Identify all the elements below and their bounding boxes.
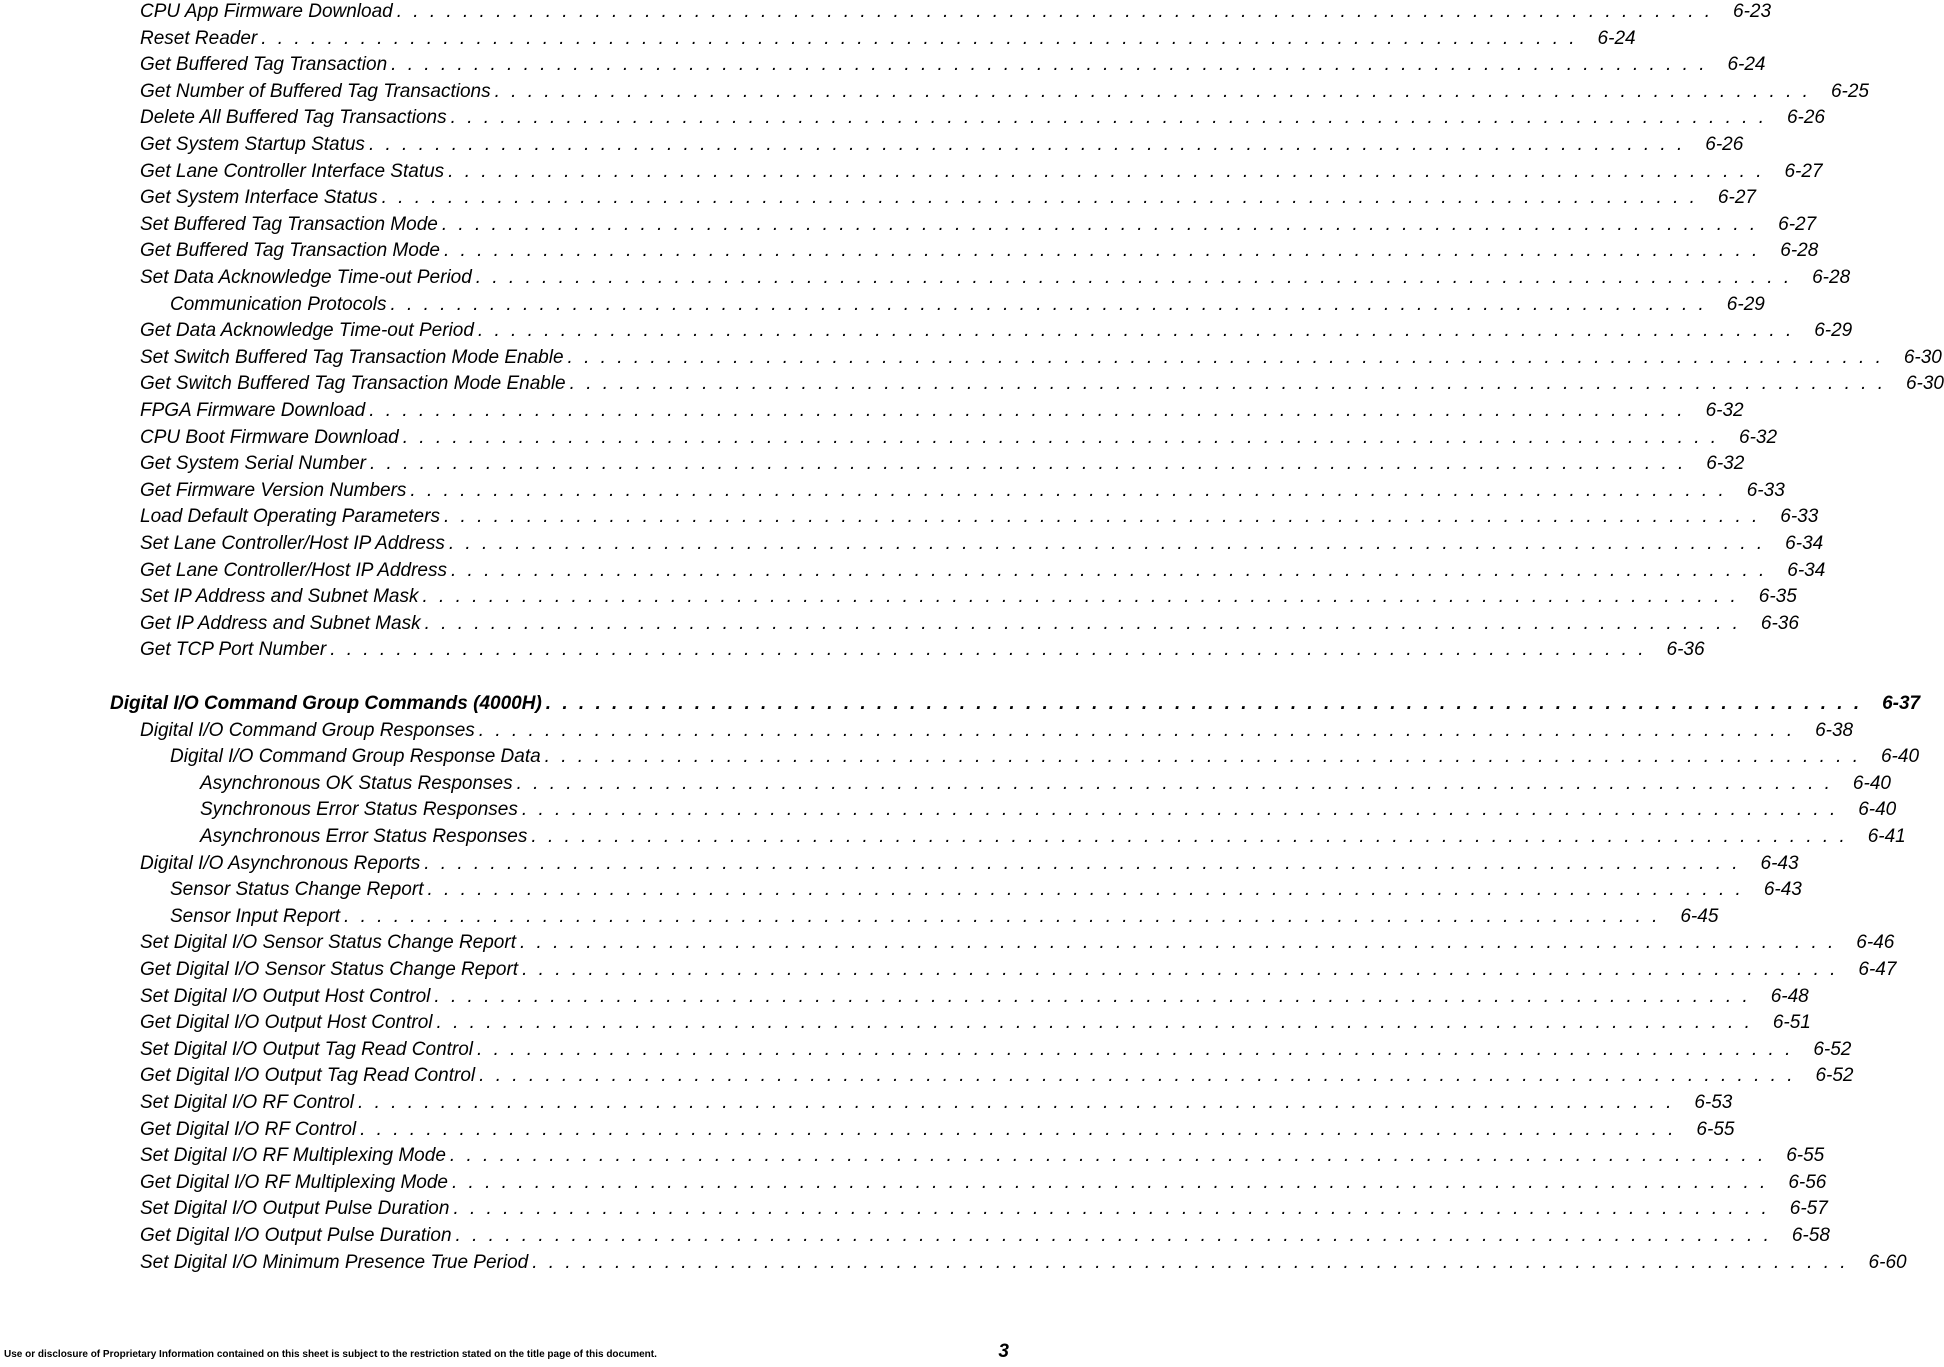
toc-entry-page: 6-24 xyxy=(1597,27,1636,49)
dot-leader: . . . . . . . . . . . . . . . . . . . . . . . . . . . . . . . . . . . . . . . . . . . . . . . . . . . . . . . . . . . . . . . . . . . . . . . . . . . . . . . . xyxy=(443,506,1761,528)
toc-entry-page: 6-32 xyxy=(1739,426,1778,448)
toc-entry[interactable] xyxy=(140,0,1772,24)
toc-entry-title: Set Buffered Tag Transaction Mode xyxy=(140,213,438,235)
toc-entry-title: Sensor Status Change Report xyxy=(170,879,424,901)
toc-entry[interactable] xyxy=(140,133,1744,157)
toc-entry[interactable] xyxy=(170,745,1920,769)
toc-entry-title: Reset Reader xyxy=(140,27,258,49)
toc-entry-title: Get Digital I/O Output Tag Read Control xyxy=(140,1065,476,1087)
toc-entry[interactable] xyxy=(140,479,1785,503)
toc-entry[interactable] xyxy=(140,239,1819,263)
toc-entry-title: Digital I/O Command Group Response Data xyxy=(170,746,541,768)
toc-entry-title: Get IP Address and Subnet Mask xyxy=(140,612,421,634)
toc-entry[interactable] xyxy=(140,1091,1733,1115)
toc-entry-page: 6-52 xyxy=(1815,1065,1854,1087)
toc-entry-page: 6-28 xyxy=(1812,267,1851,288)
toc-entry[interactable] xyxy=(140,505,1819,529)
toc-entry-page: 6-55 xyxy=(1696,1118,1735,1140)
toc-entry-page: 6-46 xyxy=(1856,932,1895,954)
toc-entry[interactable] xyxy=(140,319,1853,343)
toc-entry[interactable] xyxy=(140,931,1895,955)
toc-entry-title: Get Number of Buffered Tag Transactions xyxy=(140,80,491,102)
dot-leader: . . . . . . . . . . . . . . . . . . . . . . . . . . . . . . . . . . . . . . . . . . . . . . . . . . . . . . . . . . . . . . . . . . . . . . . . . . . . . . . . xyxy=(368,134,1686,155)
dot-leader: . . . . . . . . . . . . . . . . . . . . . . . . . . . . . . . . . . . . . . . . . . . . . . . . . . . . . . . . . . . . . . . . . . . . . . . . . . . . . . . . xyxy=(478,719,1796,741)
toc-entry-title: Get Lane Controller/Host IP Address xyxy=(140,559,447,581)
dot-leader: . . . . . . . . . . . . . . . . . . . . . . . . . . . . . . . . . . . . . . . . . . . . . . . . . . . . . . . . . . . . . . . . . . . . . . . . . . . . . . . . xyxy=(494,80,1811,102)
dot-leader: . . . . . . . . . . . . . . . . . . . . . . . . . . . . . . . . . . . . . . . . . . . . . . . . . . . . . . . . . . . . . . . . . . . . . . . . . . . . . . . . xyxy=(410,479,1727,501)
toc-entry-title: Digital I/O Asynchronous Reports xyxy=(140,852,421,874)
toc-entry[interactable] xyxy=(140,638,1705,662)
toc-entry-title: Get Digital I/O RF Multiplexing Mode xyxy=(140,1171,448,1193)
dot-leader: . . . . . . . . . . . . . . . . . . . . . . . . . . . . . . . . . . . . . . . . . . . . . . . . . . . . . . . . . . . . . . . . . . . . . . . . . . . . . . . . xyxy=(381,187,1698,209)
toc-entry-page: 6-41 xyxy=(1867,826,1906,847)
toc-entry[interactable] xyxy=(140,719,1854,743)
toc-entry-title: Communication Protocols xyxy=(170,293,387,315)
toc-entry[interactable] xyxy=(140,1064,1854,1088)
toc-entry[interactable] xyxy=(140,186,1756,210)
dot-leader: . . . . . . . . . . . . . . . . . . . . . . . . . . . . . . . . . . . . . . . . . . . . . . . . . . . . . . . . . . . . . . . . . . . . . . . . . . . . . . . . xyxy=(453,1198,1770,1220)
toc-entry[interactable] xyxy=(140,1197,1828,1221)
toc-entry[interactable] xyxy=(140,1171,1827,1195)
dot-leader: . . . . . . . . . . . . . . . . . . . . . . . . . . . . . . . . . . . . . . . . . . . . . . . . . . . . . . . . . . . . . . . . . . . . . . . . . . . . . . . . xyxy=(344,905,1661,927)
toc-entry[interactable] xyxy=(110,692,1921,716)
dot-leader: . . . . . . . . . . . . . . . . . . . . . . . . . . . . . . . . . . . . . . . . . . . . . . . . . . . . . . . . . . . . . . . . . . . . . . . . . . . . . . . . xyxy=(475,267,1793,288)
dot-leader: . . . . . . . . . . . . . . . . . . . . . . . . . . . . . . . . . . . . . . . . . . . . . . . . . . . . . . . . . . . . . . . . . . . . . . . . . . . . . . . . xyxy=(261,27,1578,49)
toc-entry-title: Get Digital I/O Output Pulse Duration xyxy=(140,1225,452,1246)
dot-leader: . . . . . . . . . . . . . . . . . . . . . . . . . . . . . . . . . . . . . . . . . . . . . . . . . . . . . . . . . . . . . . . . . . . . . . . . . . . . . . . . xyxy=(448,533,1766,554)
toc-entry-page: 6-36 xyxy=(1760,612,1799,634)
dot-leader: . . . . . . . . . . . . . . . . . . . . . . . . . . . . . . . . . . . . . . . . . . . . . . . . . . . . . . . . . . . . . . . . . . . . . . . . . . . . . . . . xyxy=(369,400,1686,421)
page-number: 3 xyxy=(998,1341,1009,1362)
toc-entry-title: Set Switch Buffered Tag Transaction Mode Enable xyxy=(140,346,564,368)
toc-entry-page: 6-51 xyxy=(1772,1012,1811,1034)
toc-entry-page: 6-33 xyxy=(1780,506,1819,528)
toc-entry-page: 6-36 xyxy=(1666,639,1705,661)
dot-leader: . . . . . . . . . . . . . . . . . . . . . . . . . . . . . . . . . . . . . . . . . . . . . . . . . . . . . . . . . . . . . . . . . . . . . . . . . . . . . . . . xyxy=(531,826,1848,847)
toc-entry-title: Set Digital I/O RF Control xyxy=(140,1092,355,1113)
toc-entry-title: Digital I/O Command Group Commands (4000H) xyxy=(110,693,542,714)
dot-leader: . . . . . . . . . . . . . . . . . . . . . . . . . . . . . . . . . . . . . . . . . . . . . . . . . . . . . . . . . . . . . . . . . . . . . . . . . . . . . . . . xyxy=(422,586,1739,608)
toc-entry-page: 6-48 xyxy=(1770,985,1809,1007)
toc-entry-page: 6-30 xyxy=(1905,373,1944,395)
toc-entry-title: Get Digital I/O Sensor Status Change Report xyxy=(140,959,519,980)
page-footer xyxy=(0,1341,1013,1367)
toc-entry-title: Digital I/O Command Group Responses xyxy=(140,719,475,741)
dot-leader: . . . . . . . . . . . . . . . . . . . . . . . . . . . . . . . . . . . . . . . . . . . . . . . . . . . . . . . . . . . . . . . . . . . . . . . . . . . . . . . . xyxy=(450,107,1767,129)
toc-entry-title: Get Lane Controller Interface Status xyxy=(140,160,445,182)
toc-entry[interactable] xyxy=(140,53,1766,77)
toc-entry-page: 6-27 xyxy=(1784,160,1823,182)
toc-entry-page: 6-37 xyxy=(1882,693,1921,714)
toc-entry-title: Get Buffered Tag Transaction Mode xyxy=(140,240,440,262)
toc-entry-page: 6-32 xyxy=(1705,400,1744,421)
toc-entry-page: 6-60 xyxy=(1868,1251,1907,1273)
toc-entry[interactable] xyxy=(140,346,1942,370)
toc-entry-title: CPU Boot Firmware Download xyxy=(140,426,399,448)
dot-leader: . . . . . . . . . . . . . . . . . . . . . . . . . . . . . . . . . . . . . . . . . . . . . . . . . . . . . . . . . . . . . . . . . . . . . . . . . . . . . . . . xyxy=(519,932,1837,954)
dot-leader: . . . . . . . . . . . . . . . . . . . . . . . . . . . . . . . . . . . . . . . . . . . . . . . . . . . . . . . . . . . . . . . . . . . . . . . . . . . . . . . . xyxy=(390,293,1707,315)
toc-entry[interactable] xyxy=(170,878,1802,902)
dot-leader: . . . . . . . . . . . . . . . . . . . . . . . . . . . . . . . . . . . . . . . . . . . . . . . . . . . . . . . . . . . . . . . . . . . . . . . . . . . . . . . . xyxy=(441,213,1759,235)
toc-entry-page: 6-40 xyxy=(1880,746,1920,768)
toc-entry-page: 6-23 xyxy=(1733,1,1772,22)
toc-entry-title: Asynchronous OK Status Responses xyxy=(200,772,513,794)
toc-entry-title: Get Switch Buffered Tag Transaction Mode Enable xyxy=(140,373,566,395)
dot-leader: . . . . . . . . . . . . . . . . . . . . . . . . . . . . . . . . . . . . . . . . . . . . . . . . . . . . . . . . . . . . . . . . . . . . . . . . . . . . . . . . xyxy=(545,693,1863,714)
toc-entry-page: 6-34 xyxy=(1785,533,1824,554)
toc-entry-page: 6-30 xyxy=(1903,346,1942,368)
toc-entry-title: Get TCP Port Number xyxy=(140,639,327,661)
toc-entry-title: Delete All Buffered Tag Transactions xyxy=(140,107,447,129)
toc-entry-page: 6-24 xyxy=(1727,54,1766,76)
toc-entry-title: Get System Serial Number xyxy=(140,453,366,475)
toc-entry-title: CPU App Firmware Download xyxy=(140,1,393,22)
toc-entry-page: 6-47 xyxy=(1858,959,1897,980)
toc-entry[interactable] xyxy=(140,106,1825,130)
dot-leader: . . . . . . . . . . . . . . . . . . . . . . . . . . . . . . . . . . . . . . . . . . . . . . . . . . . . . . . . . . . . . . . . . . . . . . . . . . . . . . . . xyxy=(516,772,1833,794)
dot-leader: . . . . . . . . . . . . . . . . . . . . . . . . . . . . . . . . . . . . . . . . . . . . . . . . . . . . . . . . . . . . . . . . . . . . . . . . . . . . . . . . xyxy=(436,1012,1753,1034)
toc-entry-page: 6-33 xyxy=(1746,479,1785,501)
dot-leader: . . . . . . . . . . . . . . . . . . . . . . . . . . . . . . . . . . . . . . . . . . . . . . . . . . . . . . . . . . . . . . . . . . . . . . . . . . . . . . . . xyxy=(358,1092,1675,1113)
toc-entry-page: 6-27 xyxy=(1778,213,1817,235)
toc-entry-title: Asynchronous Error Status Responses xyxy=(200,826,528,847)
dot-leader: . . . . . . . . . . . . . . . . . . . . . . . . . . . . . . . . . . . . . . . . . . . . . . . . . . . . . . . . . . . . . . . . . . . . . . . . . . . . . . . . xyxy=(479,1065,1796,1087)
dot-leader: . . . . . . . . . . . . . . . . . . . . . . . . . . . . . . . . . . . . . . . . . . . . . . . . . . . . . . . . . . . . . . . . . . . . . . . . . . . . . . . . xyxy=(448,160,1765,182)
toc-entry-page: 6-29 xyxy=(1726,293,1765,315)
toc-entry[interactable] xyxy=(200,798,1897,822)
dot-leader: . . . . . . . . . . . . . . . . . . . . . . . . . . . . . . . . . . . . . . . . . . . . . . . . . . . . . . . . . . . . . . . . . . . . . . . . . . . . . . . . xyxy=(443,240,1761,262)
toc-entry[interactable] xyxy=(140,213,1817,237)
toc-entry[interactable] xyxy=(140,958,1897,982)
toc-entry-title: Set Digital I/O Output Pulse Duration xyxy=(140,1198,450,1220)
toc-entry-page: 6-57 xyxy=(1789,1198,1828,1220)
toc-entry[interactable] xyxy=(140,1224,1830,1248)
toc-entry-title: Set Lane Controller/Host IP Address xyxy=(140,533,445,554)
toc-entry-page: 6-34 xyxy=(1787,559,1826,581)
toc-entry-title: Set Digital I/O Output Host Control xyxy=(140,985,431,1007)
toc-entry-page: 6-40 xyxy=(1858,799,1897,821)
toc-entry-title: Set Digital I/O Output Tag Read Control xyxy=(140,1038,474,1060)
toc-entry-page: 6-32 xyxy=(1706,453,1745,475)
toc-entry-page: 6-56 xyxy=(1788,1171,1827,1193)
toc-entry-page: 6-52 xyxy=(1813,1038,1852,1060)
dot-leader: . . . . . . . . . . . . . . . . . . . . . . . . . . . . . . . . . . . . . . . . . . . . . . . . . . . . . . . . . . . . . . . . . . . . . . . . . . . . . . . . xyxy=(330,639,1647,661)
toc-entry-title: Load Default Operating Parameters xyxy=(140,506,440,528)
toc-entry-title: Get Digital I/O RF Control xyxy=(140,1118,357,1140)
toc-entry[interactable] xyxy=(140,585,1797,609)
toc-entry-title: Get Digital I/O Output Host Control xyxy=(140,1012,433,1034)
dot-leader: . . . . . . . . . . . . . . . . . . . . . . . . . . . . . . . . . . . . . . . . . . . . . . . . . . . . . . . . . . . . . . . . . . . . . . . . . . . . . . . . xyxy=(391,54,1708,76)
dot-leader: . . . . . . . . . . . . . . . . . . . . . . . . . . . . . . . . . . . . . . . . . . . . . . . . . . . . . . . . . . . . . . . . . . . . . . . . . . . . . . . . xyxy=(369,453,1687,475)
dot-leader: . . . . . . . . . . . . . . . . . . . . . . . . . . . . . . . . . . . . . . . . . . . . . . . . . . . . . . . . . . . . . . . . . . . . . . . . . . . . . . . . xyxy=(569,373,1886,395)
toc-entry[interactable] xyxy=(140,1118,1735,1142)
toc-entry[interactable] xyxy=(140,452,1745,476)
footer-notice: Use or disclosure of Proprietary Information contained on this sheet is subject to the restriction stated on the title page of this document. xyxy=(4,1349,657,1360)
toc-entry[interactable] xyxy=(140,852,1799,876)
toc-entry[interactable] xyxy=(200,825,1906,849)
toc-entry-page: 6-43 xyxy=(1763,879,1802,901)
dot-leader: . . . . . . . . . . . . . . . . . . . . . . . . . . . . . . . . . . . . . . . . . . . . . . . . . . . . . . . . . . . . . . . . . . . . . . . . . . . . . . . . xyxy=(477,320,1795,342)
toc-entry[interactable] xyxy=(140,266,1851,290)
toc-entry-page: 6-26 xyxy=(1786,107,1825,129)
dot-leader: . . . . . . . . . . . . . . . . . . . . . . . . . . . . . . . . . . . . . . . . . . . . . . . . . . . . . . . . . . . . . . . . . . . . . . . . . . . . . . . . xyxy=(450,559,1768,581)
toc-entry[interactable] xyxy=(140,1144,1825,1168)
toc-entry[interactable] xyxy=(140,80,1869,104)
toc-entry[interactable] xyxy=(140,399,1744,423)
toc-entry-title: Get Firmware Version Numbers xyxy=(140,479,407,501)
toc-entry-page: 6-35 xyxy=(1758,586,1797,608)
toc-entry-title: Set Digital I/O RF Multiplexing Mode xyxy=(140,1145,446,1167)
toc-entry[interactable] xyxy=(140,1251,1907,1275)
dot-leader: . . . . . . . . . . . . . . . . . . . . . . . . . . . . . . . . . . . . . . . . . . . . . . . . . . . . . . . . . . . . . . . . . . . . . . . . . . . . . . . . xyxy=(532,1251,1849,1273)
toc-entry[interactable] xyxy=(140,372,1944,396)
dot-leader: . . . . . . . . . . . . . . . . . . . . . . . . . . . . . . . . . . . . . . . . . . . . . . . . . . . . . . . . . . . . . . . . . . . . . . . . . . . . . . . . xyxy=(402,426,1720,448)
dot-leader: . . . . . . . . . . . . . . . . . . . . . . . . . . . . . . . . . . . . . . . . . . . . . . . . . . . . . . . . . . . . . . . . . . . . . . . . . . . . . . . . xyxy=(452,1171,1769,1193)
toc-entry-page: 6-40 xyxy=(1852,772,1891,794)
dot-leader: . . . . . . . . . . . . . . . . . . . . . . . . . . . . . . . . . . . . . . . . . . . . . . . . . . . . . . . . . . . . . . . . . . . . . . . . . . . . . . . . xyxy=(477,1038,1794,1060)
dot-leader: . . . . . . . . . . . . . . . . . . . . . . . . . . . . . . . . . . . . . . . . . . . . . . . . . . . . . . . . . . . . . . . . . . . . . . . . . . . . . . . . xyxy=(567,346,1884,368)
toc-entry-title: Set Digital I/O Minimum Presence True Period xyxy=(140,1251,529,1273)
toc-entry-page: 6-38 xyxy=(1815,719,1854,741)
toc-entry-title: Sensor Input Report xyxy=(170,905,341,927)
toc-entry-title: Get Buffered Tag Transaction xyxy=(140,54,388,76)
toc-entry[interactable] xyxy=(140,426,1778,450)
toc-entry[interactable] xyxy=(200,772,1891,796)
toc-entry[interactable] xyxy=(140,985,1809,1009)
dot-leader: . . . . . . . . . . . . . . . . . . . . . . . . . . . . . . . . . . . . . . . . . . . . . . . . . . . . . . . . . . . . . . . . . . . . . . . . . . . . . . . . xyxy=(360,1118,1677,1140)
toc-entry[interactable] xyxy=(140,1011,1811,1035)
toc-entry-page: 6-43 xyxy=(1760,852,1799,874)
toc-entry-title: Get System Interface Status xyxy=(140,187,378,209)
dot-leader: . . . . . . . . . . . . . . . . . . . . . . . . . . . . . . . . . . . . . . . . . . . . . . . . . . . . . . . . . . . . . . . . . . . . . . . . . . . . . . . . xyxy=(521,799,1839,821)
dot-leader: . . . . . . . . . . . . . . . . . . . . . . . . . . . . . . . . . . . . . . . . . . . . . . . . . . . . . . . . . . . . . . . . . . . . . . . . . . . . . . . . xyxy=(434,985,1751,1007)
toc-entry-title: Get Data Acknowledge Time-out Period xyxy=(140,320,474,342)
toc-entry-title: FPGA Firmware Download xyxy=(140,400,366,421)
dot-leader: . . . . . . . . . . . . . . . . . . . . . . . . . . . . . . . . . . . . . . . . . . . . . . . . . . . . . . . . . . . . . . . . . . . . . . . . . . . . . . . . xyxy=(449,1145,1767,1167)
dot-leader: . . . . . . . . . . . . . . . . . . . . . . . . . . . . . . . . . . . . . . . . . . . . . . . . . . . . . . . . . . . . . . . . . . . . . . . . . . . . . . . . xyxy=(396,1,1714,22)
toc-entry[interactable] xyxy=(170,905,1719,929)
dot-leader: . . . . . . . . . . . . . . . . . . . . . . . . . . . . . . . . . . . . . . . . . . . . . . . . . . . . . . . . . . . . . . . . . . . . . . . . . . . . . . . . xyxy=(424,852,1741,874)
toc-entry[interactable] xyxy=(140,1038,1852,1062)
toc-entry[interactable] xyxy=(140,532,1824,556)
toc-entry-page: 6-58 xyxy=(1791,1225,1830,1246)
toc-entry-page: 6-25 xyxy=(1830,80,1869,102)
toc-entry-page: 6-29 xyxy=(1814,320,1853,342)
toc-entry[interactable] xyxy=(140,27,1636,51)
toc-entry-title: Set Digital I/O Sensor Status Change Report xyxy=(140,932,516,954)
dot-leader: . . . . . . . . . . . . . . . . . . . . . . . . . . . . . . . . . . . . . . . . . . . . . . . . . . . . . . . . . . . . . . . . . . . . . . . . . . . . . . . . xyxy=(427,879,1744,901)
toc-entry-title: Set Data Acknowledge Time-out Period xyxy=(140,267,472,288)
toc-entry[interactable] xyxy=(140,559,1826,583)
toc-entry[interactable] xyxy=(140,612,1799,636)
dot-leader: . . . . . . . . . . . . . . . . . . . . . . . . . . . . . . . . . . . . . . . . . . . . . . . . . . . . . . . . . . . . . . . . . . . . . . . . . . . . . . . . xyxy=(424,612,1741,634)
toc-entry[interactable] xyxy=(140,160,1823,184)
dot-leader: . . . . . . . . . . . . . . . . . . . . . . . . . . . . . . . . . . . . . . . . . . . . . . . . . . . . . . . . . . . . . . . . . . . . . . . . . . . . . . . . xyxy=(455,1225,1772,1246)
dot-leader: . . . . . . . . . . . . . . . . . . . . . . . . . . . . . . . . . . . . . . . . . . . . . . . . . . . . . . . . . . . . . . . . . . . . . . . . . . . . . . . . xyxy=(522,959,1839,980)
toc-entry-title: Synchronous Error Status Responses xyxy=(200,799,518,821)
toc-entry-title: Get System Startup Status xyxy=(140,134,365,155)
toc-entry-page: 6-27 xyxy=(1717,187,1756,209)
toc-entry[interactable] xyxy=(170,293,1765,317)
toc-entry-page: 6-26 xyxy=(1705,134,1744,155)
toc-entry-page: 6-45 xyxy=(1680,905,1719,927)
toc-entry-page: 6-28 xyxy=(1780,240,1819,262)
toc-entry-page: 6-55 xyxy=(1786,1145,1825,1167)
dot-leader: . . . . . . . . . . . . . . . . . . . . . . . . . . . . . . . . . . . . . . . . . . . . . . . . . . . . . . . . . . . . . . . . . . . . . . . . . . . . . . . . xyxy=(544,746,1862,768)
toc-entry-title: Set IP Address and Subnet Mask xyxy=(140,586,419,608)
toc-entry-page: 6-53 xyxy=(1694,1092,1733,1113)
